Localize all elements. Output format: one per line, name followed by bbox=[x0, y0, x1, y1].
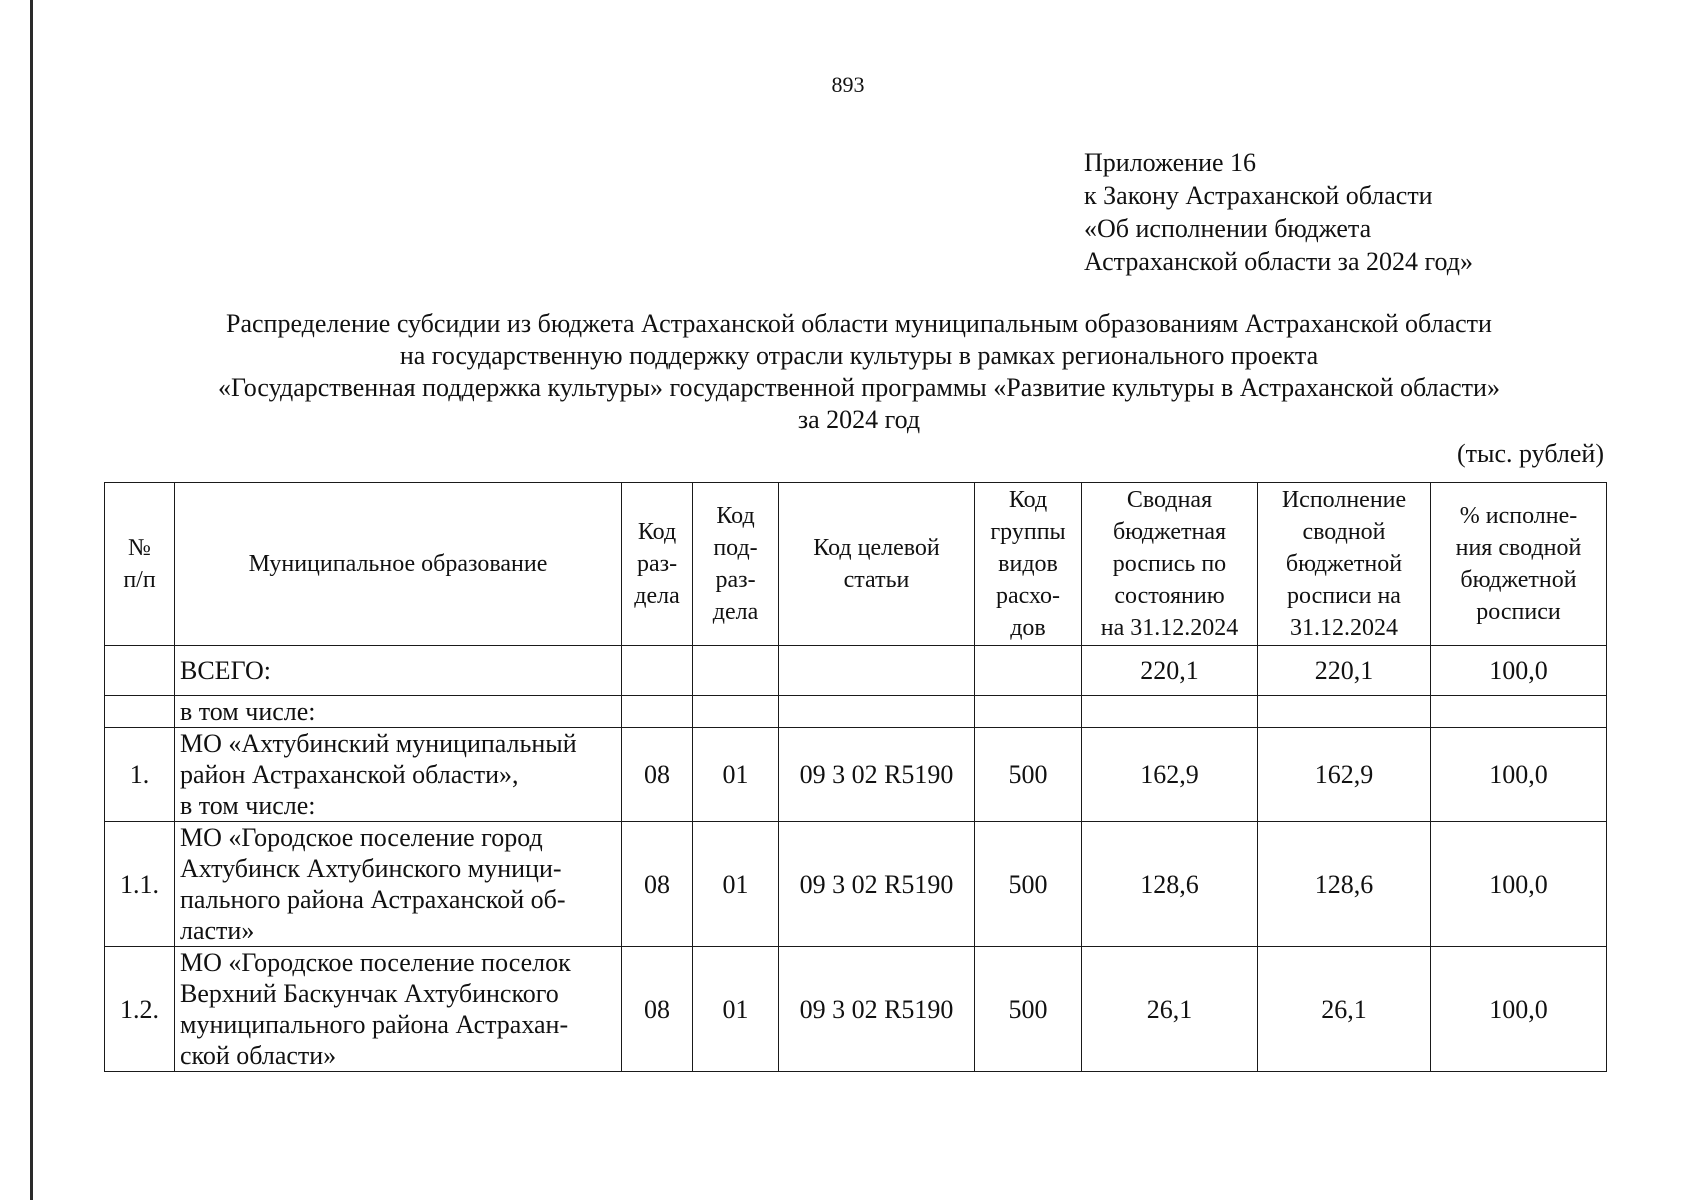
cell-budget-amount: 26,1 bbox=[1082, 947, 1258, 1072]
header-line: 31.12.2024 bbox=[1290, 615, 1398, 641]
municipality-line: МО «Городское поселение город bbox=[180, 823, 543, 852]
cell-execution-amount: 26,1 bbox=[1258, 947, 1431, 1072]
appendix-line: «Об исполнении бюджета bbox=[1084, 214, 1372, 243]
cell-execution-percent: 100,0 bbox=[1431, 822, 1607, 947]
subsidy-table bbox=[104, 482, 1607, 1072]
header-line: раз- bbox=[715, 567, 756, 593]
municipality-line: ВСЕГО: bbox=[180, 656, 271, 685]
cell-execution-percent bbox=[1431, 696, 1607, 728]
cell-execution-percent: 100,0 bbox=[1431, 947, 1607, 1072]
header-line: расхо- bbox=[995, 583, 1061, 609]
municipality-line: в том числе: bbox=[180, 697, 316, 726]
header-line: Исполнение bbox=[1281, 487, 1407, 513]
cell-subsection-code: 01 bbox=[693, 947, 779, 1072]
page-number: 893 bbox=[831, 72, 865, 97]
cell-section-code: 08 bbox=[622, 822, 693, 947]
cell-expense-group-code: 500 bbox=[975, 728, 1082, 822]
header-line: сводной bbox=[1302, 519, 1386, 545]
header-line: бюджетная bbox=[1112, 519, 1227, 545]
cell-target-article-code: 09 3 02 R5190 bbox=[779, 822, 975, 947]
cell-target-article-code bbox=[779, 646, 975, 696]
header-execution bbox=[1258, 483, 1431, 646]
cell-num: 1.1. bbox=[105, 822, 175, 947]
cell-municipality bbox=[175, 947, 622, 1072]
header-line: Код bbox=[637, 519, 677, 545]
appendix-line: Приложение 16 bbox=[1084, 148, 1257, 177]
header-line: Код bbox=[716, 503, 755, 529]
header-line: роспись по bbox=[1112, 551, 1227, 577]
title-line: на государственную поддержку отрасли культуры в рамках регионального проекта bbox=[399, 341, 1319, 370]
header-line: росписи bbox=[1476, 599, 1561, 625]
cell-target-article-code: 09 3 02 R5190 bbox=[779, 947, 975, 1072]
cell-subsection-code bbox=[693, 646, 779, 696]
header-line: бюджетной bbox=[1460, 567, 1577, 593]
cell-municipality bbox=[175, 728, 622, 822]
municipality-line: пального района Астраханской об- bbox=[180, 885, 566, 914]
cell-expense-group-code bbox=[975, 696, 1082, 728]
header-line: росписи на bbox=[1287, 583, 1401, 609]
table-row bbox=[105, 728, 1607, 822]
municipality-line: ласти» bbox=[180, 916, 255, 945]
appendix-block bbox=[1084, 146, 1473, 278]
header-line: дела bbox=[712, 599, 759, 625]
municipality-line: муниципального района Астрахан- bbox=[180, 1010, 569, 1039]
header-line: Сводная bbox=[1126, 487, 1213, 513]
header-line: состоянию bbox=[1114, 583, 1225, 609]
cell-municipality bbox=[175, 822, 622, 947]
appendix-line: Астраханской области за 2024 год» bbox=[1084, 247, 1473, 276]
cell-municipality bbox=[175, 646, 622, 696]
cell-execution-percent: 100,0 bbox=[1431, 728, 1607, 822]
cell-expense-group-code bbox=[975, 646, 1082, 696]
cell-subsection-code bbox=[693, 696, 779, 728]
cell-num: 1. bbox=[105, 728, 175, 822]
header-line: раз- bbox=[636, 551, 678, 577]
header-row bbox=[105, 483, 1607, 646]
cell-target-article-code: 09 3 02 R5190 bbox=[779, 728, 975, 822]
municipality-line: Верхний Баскунчак Ахтубинского bbox=[180, 979, 559, 1008]
header-line: % исполне- bbox=[1459, 503, 1578, 529]
cell-budget-amount: 128,6 bbox=[1082, 822, 1258, 947]
cell-target-article-code bbox=[779, 696, 975, 728]
document-title bbox=[94, 308, 1624, 436]
header-expense-group-code bbox=[975, 483, 1082, 646]
header-line: видов bbox=[998, 551, 1058, 577]
header-line: Муниципальное образование bbox=[248, 551, 548, 577]
header-line: под- bbox=[713, 535, 758, 561]
cell-expense-group-code: 500 bbox=[975, 947, 1082, 1072]
header-line: Код целевой bbox=[813, 535, 940, 561]
header-line: № bbox=[128, 535, 151, 561]
header-line: дела bbox=[634, 583, 680, 609]
header-execution-percent bbox=[1431, 483, 1607, 646]
cell-section-code: 08 bbox=[622, 728, 693, 822]
cell-execution-amount bbox=[1258, 696, 1431, 728]
municipality-line: МО «Ахтубинский муниципальный bbox=[180, 729, 577, 758]
cell-execution-amount: 128,6 bbox=[1258, 822, 1431, 947]
header-target-article-code bbox=[779, 483, 975, 646]
cell-subsection-code: 01 bbox=[693, 728, 779, 822]
header-section-code bbox=[622, 483, 693, 646]
header-line: ния сводной bbox=[1455, 535, 1582, 561]
header-line: Код bbox=[1008, 487, 1048, 513]
units-label: (тыс. рублей) bbox=[1456, 439, 1604, 468]
cell-num bbox=[105, 696, 175, 728]
cell-budget-amount: 220,1 bbox=[1082, 646, 1258, 696]
header-line: на 31.12.2024 bbox=[1100, 615, 1239, 641]
cell-subsection-code: 01 bbox=[693, 822, 779, 947]
municipality-line: в том числе: bbox=[180, 791, 316, 820]
table-row bbox=[105, 696, 1607, 728]
header-line: бюджетной bbox=[1285, 551, 1403, 577]
header-line: статьи bbox=[843, 567, 910, 593]
municipality-line: МО «Городское поселение поселок bbox=[180, 948, 571, 977]
cell-num bbox=[105, 646, 175, 696]
appendix-line: к Закону Астраханской области bbox=[1084, 181, 1433, 210]
cell-budget-amount: 162,9 bbox=[1082, 728, 1258, 822]
cell-execution-percent: 100,0 bbox=[1431, 646, 1607, 696]
municipality-line: ской области» bbox=[180, 1041, 337, 1070]
title-line: «Государственная поддержка культуры» государственной программы «Развитие культуры в Астраханской области» bbox=[218, 373, 1500, 402]
municipality-line: Ахтубинск Ахтубинского муници- bbox=[180, 854, 562, 883]
title-line: за 2024 год bbox=[797, 405, 921, 434]
table-row bbox=[105, 822, 1607, 947]
cell-execution-amount: 162,9 bbox=[1258, 728, 1431, 822]
cell-section-code bbox=[622, 696, 693, 728]
table-row bbox=[105, 646, 1607, 696]
header-municipality bbox=[175, 483, 622, 646]
cell-section-code: 08 bbox=[622, 947, 693, 1072]
page-margin-line bbox=[30, 0, 33, 1200]
cell-municipality bbox=[175, 696, 622, 728]
cell-num: 1.2. bbox=[105, 947, 175, 1072]
header-line: группы bbox=[990, 519, 1066, 545]
table-row bbox=[105, 947, 1607, 1072]
header-subsection-code bbox=[693, 483, 779, 646]
cell-budget-amount bbox=[1082, 696, 1258, 728]
cell-section-code bbox=[622, 646, 693, 696]
header-budget-schedule bbox=[1082, 483, 1258, 646]
header-num bbox=[105, 483, 175, 646]
header-line: п/п bbox=[123, 567, 156, 593]
header-line: дов bbox=[1010, 615, 1046, 641]
cell-expense-group-code: 500 bbox=[975, 822, 1082, 947]
cell-execution-amount: 220,1 bbox=[1258, 646, 1431, 696]
municipality-line: район Астраханской области», bbox=[180, 760, 519, 789]
title-line: Распределение субсидии из бюджета Астраханской области муниципальным образованиям Астраханской области bbox=[226, 309, 1492, 338]
